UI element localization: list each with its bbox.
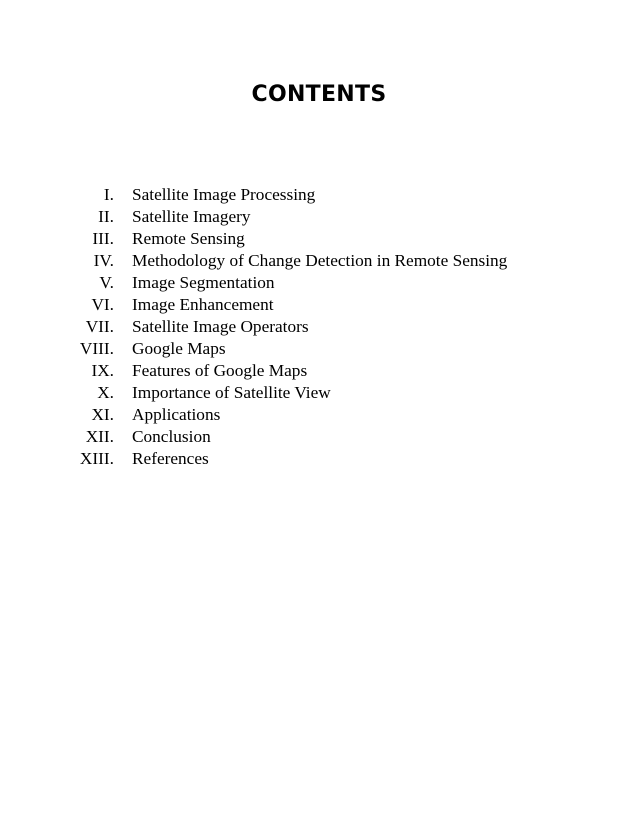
toc-item-label: Google Maps	[132, 339, 226, 358]
toc-item	[70, 184, 590, 206]
toc-item-label: Features of Google Maps	[132, 361, 308, 380]
toc-item-number: III.	[92, 229, 114, 248]
toc-item-label: Conclusion	[132, 427, 211, 446]
toc-item	[70, 250, 590, 272]
toc-item-number: X.	[97, 383, 114, 402]
toc-item	[70, 360, 590, 382]
toc-item	[70, 448, 590, 470]
toc-item-number: VIII.	[79, 339, 114, 358]
toc-item-number: I.	[103, 185, 114, 204]
toc-item-number: II.	[98, 207, 114, 226]
page-title: CONTENTS	[251, 82, 387, 107]
toc-item-label: Satellite Imagery	[132, 207, 251, 226]
toc-item-number: XIII.	[79, 449, 114, 468]
toc-item-number: VI.	[91, 295, 114, 314]
toc-item	[70, 382, 590, 404]
toc-item-number: IX.	[91, 361, 114, 380]
toc-item-number: XII.	[85, 427, 114, 446]
toc-item	[70, 272, 590, 294]
toc-item-label: Remote Sensing	[132, 229, 245, 248]
toc-item-label: Importance of Satellite View	[132, 383, 331, 402]
toc-item	[70, 228, 590, 250]
toc-item	[70, 294, 590, 316]
toc-item-number: XI.	[91, 405, 114, 424]
toc-item-number: IV.	[93, 251, 114, 270]
toc-item-label: Satellite Image Operators	[132, 317, 309, 336]
toc-item	[70, 338, 590, 360]
toc-item-label: Satellite Image Processing	[132, 185, 316, 204]
toc-item-label: Applications	[132, 405, 221, 424]
toc-item-label: References	[132, 449, 209, 468]
toc-item-number: V.	[99, 273, 114, 292]
toc-item-number: VII.	[85, 317, 114, 336]
toc-item-label: Image Segmentation	[132, 273, 275, 292]
toc-item	[70, 316, 590, 338]
toc-item	[70, 206, 590, 228]
toc-item-label: Image Enhancement	[132, 295, 274, 314]
toc-item	[70, 404, 590, 426]
table-of-contents	[70, 184, 590, 470]
toc-item-label: Methodology of Change Detection in Remote Sensing	[132, 251, 508, 270]
toc-item	[70, 426, 590, 448]
